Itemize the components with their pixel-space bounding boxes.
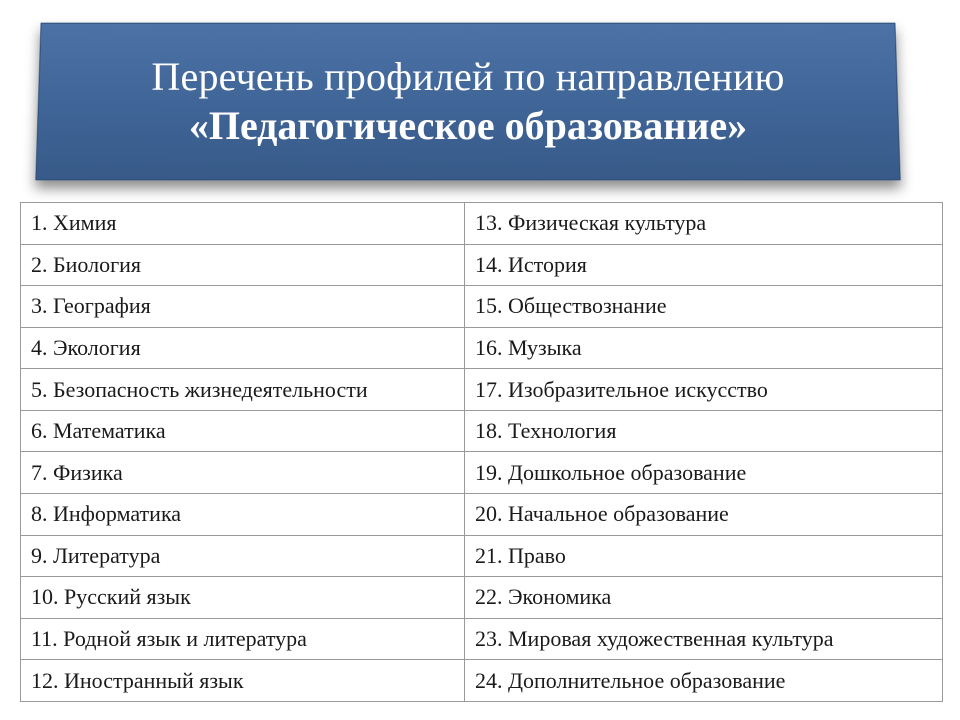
table-cell: 18. Технология <box>465 410 943 452</box>
table-row <box>21 660 943 702</box>
table-cell: 11. Родной язык и литература <box>21 618 465 660</box>
table-cell: 22. Экономика <box>465 577 943 619</box>
table-cell: 7. Физика <box>21 452 465 494</box>
table-cell: 1. Химия <box>21 203 465 245</box>
table-cell: 20. Начальное образование <box>465 494 943 536</box>
profiles-table <box>20 202 943 702</box>
table-cell: 24. Дополнительное образование <box>465 660 943 702</box>
table-row <box>21 535 943 577</box>
title-line-2: «Педагогическое образование» <box>188 103 748 148</box>
table-cell: 21. Право <box>465 535 943 577</box>
table-cell: 13. Физическая культура <box>465 203 943 245</box>
table-row <box>21 577 943 619</box>
table-cell: 17. Изобразительное искусство <box>465 369 943 411</box>
title-line-1: Перечень профилей по направлению <box>151 54 785 99</box>
table-cell: 3. География <box>21 286 465 328</box>
table-row <box>21 327 943 369</box>
table-row <box>21 618 943 660</box>
table-cell: 6. Математика <box>21 410 465 452</box>
slide-title <box>38 22 898 180</box>
table-cell: 16. Музыка <box>465 327 943 369</box>
table-cell: 19. Дошкольное образование <box>465 452 943 494</box>
table-cell: 2. Биология <box>21 244 465 286</box>
table-cell: 5. Безопасность жизнедеятельности <box>21 369 465 411</box>
table-cell: 15. Обществознание <box>465 286 943 328</box>
table-row <box>21 494 943 536</box>
table-cell: 12. Иностранный язык <box>21 660 465 702</box>
table-cell: 8. Информатика <box>21 494 465 536</box>
table-cell: 14. История <box>465 244 943 286</box>
table-cell: 23. Мировая художественная культура <box>465 618 943 660</box>
table-cell: 4. Экология <box>21 327 465 369</box>
table-cell: 10. Русский язык <box>21 577 465 619</box>
table-row <box>21 244 943 286</box>
table-row <box>21 286 943 328</box>
table-row <box>21 452 943 494</box>
table-row <box>21 410 943 452</box>
table-cell: 9. Литература <box>21 535 465 577</box>
table-row <box>21 369 943 411</box>
table-row <box>21 203 943 245</box>
